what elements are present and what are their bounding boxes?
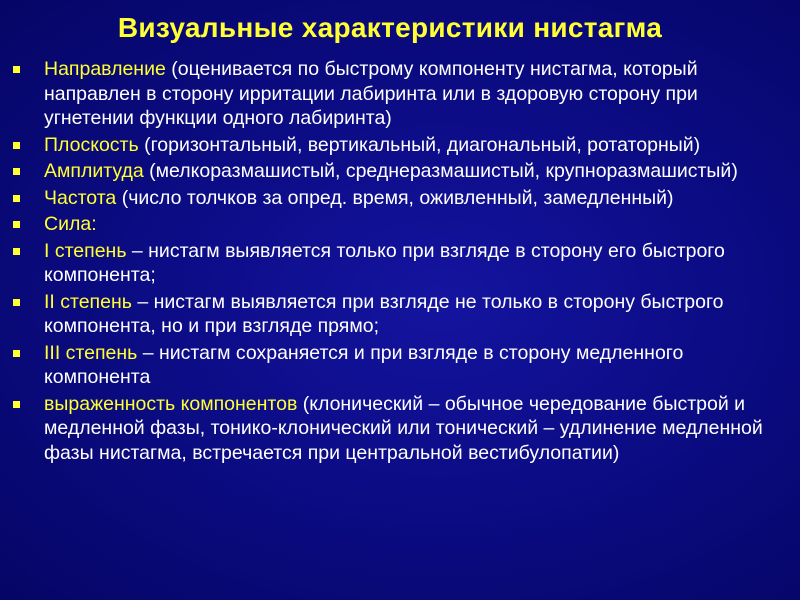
slide-title: Визуальные характеристики нистагма [117,12,663,43]
bullet-term: Плоскость [44,133,139,156]
bullet-text: (клонический – обычное чередование быстрой и медленной фазы, тонико-клонический или тонический – удлинение медленной фазы нистагма, встречается при центральной вестибулопатии) [44,392,763,464]
square-bullet-icon [13,66,20,73]
bullet-term: Частота [44,186,117,209]
square-bullet-icon [13,142,20,149]
bullet-strength [44,212,784,237]
bullet-list [44,57,784,467]
bullet-term: II степень [44,290,132,313]
bullet-text: – нистагм выявляется при взгляде не только в сторону быстрого компонента, но и при взгляде прямо; [44,290,724,337]
square-bullet-icon [13,248,20,255]
bullet-text: (мелкоразмашистый, среднеразмашистый, крупноразмашистый) [143,160,738,182]
bullet-text: (горизонтальный, вертикальный, диагональный, ротаторный) [138,133,701,156]
bullet-degree-3 [44,341,784,390]
bullet-term: I степень [44,239,127,262]
bullet-text: (число толчков за опред. время, оживленный, замедленный) [116,186,674,209]
bullet-degree-2 [44,290,784,339]
bullet-text: – нистагм сохраняется и при взгляде в сторону медленного компонента [44,341,684,388]
square-bullet-icon [13,195,20,202]
square-bullet-icon [13,299,20,306]
square-bullet-icon [13,221,20,228]
bullet-term: Сила: [44,213,97,235]
bullet-amplitude [44,159,784,184]
bullet-components [44,392,784,466]
bullet-direction [44,57,784,131]
bullet-term: Направление [44,58,166,80]
bullet-text: – нистагм выявляется только при взгляде в сторону его быстрого компонента; [44,239,725,286]
square-bullet-icon [13,401,20,408]
square-bullet-icon [13,350,20,357]
bullet-term: III степень [44,341,138,364]
bullet-plane [44,133,784,158]
bullet-frequency [44,186,784,211]
square-bullet-icon [13,168,20,175]
bullet-term: выраженность компонентов [44,392,298,415]
bullet-term: Амплитуда [44,160,144,182]
bullet-degree-1 [44,239,784,288]
bullet-text: (оценивается по быстрому компоненту нистагма, который направлен в сторону ирритации лабиринта или в здоровую сторону при угнетении функции одного лабиринта) [44,58,698,129]
